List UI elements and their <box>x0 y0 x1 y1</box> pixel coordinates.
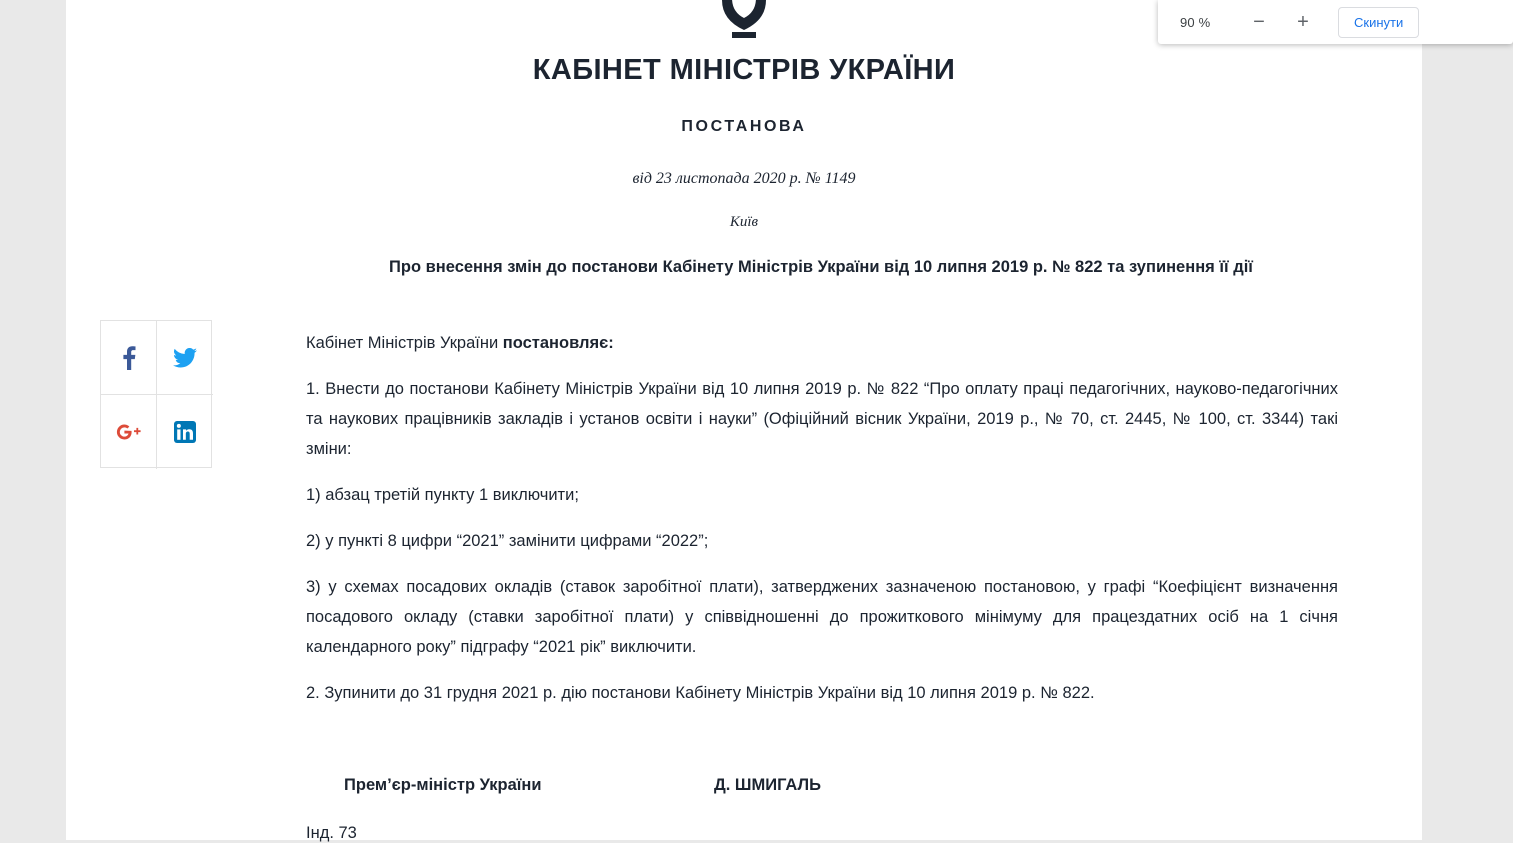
signature-title: Прем’єр-міністр України <box>344 776 542 794</box>
zoom-out-button[interactable]: − <box>1242 5 1276 39</box>
document-subject: Про внесення змін до постанови Кабінету Міністрів України від 10 липня 2019 р. № 822 та зупинення її дії <box>389 258 1253 276</box>
share-google-plus-icon[interactable] <box>101 395 157 469</box>
document-page <box>66 0 1422 840</box>
document-city: Київ <box>729 214 759 230</box>
paragraph-2: 2. Зупинити до 31 грудня 2021 р. дію постанови Кабінету Міністрів України від 10 липня 2019 р. № 822. <box>306 684 1095 702</box>
zoom-control-bar <box>1158 0 1513 44</box>
lead-text: Кабінет Міністрів України <box>306 334 503 352</box>
document-kind: ПОСТАНОВА <box>681 118 807 135</box>
share-facebook-icon[interactable] <box>101 321 157 395</box>
document-text <box>306 328 1338 724</box>
paragraph-1: 1. Внести до постанови Кабінету Міністрів України від 10 липня 2019 р. № 822 “Про оплату праці педагогічних, науково-педагогічних та наукових працівників закладів і установ освіти і науки” (Офіційний вісник України, 2019 р., № 70, ст. 2445, № 100, ст. 3344) такі зміни: <box>306 380 1338 458</box>
social-share-bar <box>100 320 212 468</box>
share-linkedin-icon[interactable] <box>157 395 213 469</box>
lead-paragraph <box>306 328 1338 358</box>
paragraph-1-1: 1) абзац третій пункту 1 виключити; <box>306 486 579 504</box>
zoom-level-label: 90 % <box>1180 14 1211 30</box>
signer-name: Д. ШМИГАЛЬ <box>714 776 821 794</box>
zoom-in-button[interactable]: + <box>1286 5 1320 39</box>
document-date-number: від 23 листопада 2020 р. № 1149 <box>632 170 856 187</box>
paragraph-1-3: 3) у схемах посадових окладів (ставок заробітної плати), затверджених зазначеною постановою, у графі “Коефіцієнт визначення посадового окладу (ставки заробітної плати) у співвідношенні до прожиткового мінімуму для працездатних осіб на 1 січня календарного року” підграфу “2021 рік” виключити. <box>306 578 1338 656</box>
document-index: Інд. 73 <box>306 824 357 842</box>
share-twitter-icon[interactable] <box>157 321 213 395</box>
lead-bold-text: постановляє: <box>502 334 614 352</box>
zoom-reset-button[interactable]: Скинути <box>1338 7 1419 38</box>
paragraph-1-2: 2) у пункті 8 цифри “2021” замінити цифрами “2022”; <box>306 532 709 550</box>
page-title: КАБІНЕТ МІНІСТРІВ УКРАЇНИ <box>532 54 956 86</box>
